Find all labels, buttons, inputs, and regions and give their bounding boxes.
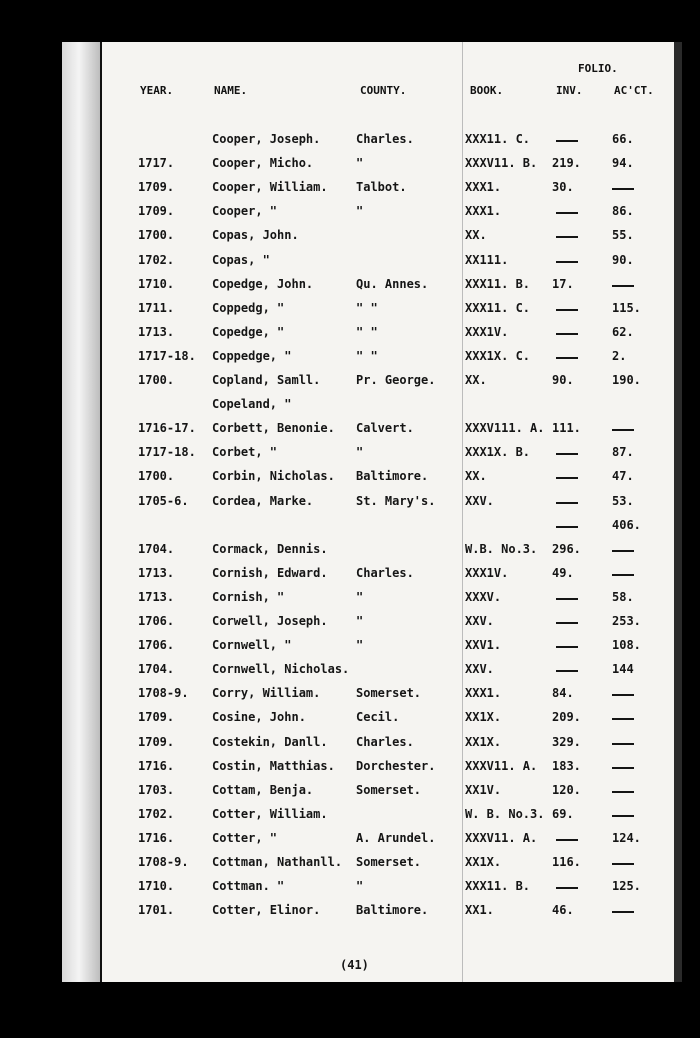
entry-year: 1716. bbox=[138, 831, 175, 845]
ledger-row bbox=[0, 903, 700, 925]
entry-book: XXX11. C. bbox=[465, 301, 531, 315]
entry-name: Cornish, " bbox=[212, 590, 285, 604]
entry-book: XXV. bbox=[465, 494, 494, 508]
entry-book: XXX1. bbox=[465, 180, 502, 194]
entry-acct: 2. bbox=[612, 349, 627, 363]
entry-acct-dash bbox=[612, 815, 634, 817]
county-header: COUNTY. bbox=[360, 84, 407, 97]
ledger-row bbox=[0, 204, 700, 226]
entry-acct: 94. bbox=[612, 156, 634, 170]
ledger-row bbox=[0, 277, 700, 299]
entry-year: 1708-9. bbox=[138, 686, 189, 700]
entry-county: " bbox=[356, 614, 364, 628]
entry-county: " " bbox=[356, 325, 378, 339]
entry-book: XX1X. bbox=[465, 735, 502, 749]
entry-name: Corry, William. bbox=[212, 686, 321, 700]
ledger-row bbox=[0, 132, 700, 154]
entry-county: " bbox=[356, 638, 364, 652]
entry-year: 1705-6. bbox=[138, 494, 189, 508]
entry-county: Somerset. bbox=[356, 855, 422, 869]
entry-inv: 183. bbox=[552, 759, 581, 773]
entry-name: Cormack, Dennis. bbox=[212, 542, 328, 556]
entry-acct: 144 bbox=[612, 662, 634, 676]
entry-name: Cornish, Edward. bbox=[212, 566, 328, 580]
entry-book: XX1X. bbox=[465, 710, 502, 724]
entry-inv: 209. bbox=[552, 710, 581, 724]
entry-book: XXX1. bbox=[465, 204, 502, 218]
book-header: BOOK. bbox=[470, 84, 504, 97]
entry-county: " bbox=[356, 156, 364, 170]
entry-inv: 116. bbox=[552, 855, 581, 869]
entry-book: XXX11. B. bbox=[465, 277, 531, 291]
entry-book: XX. bbox=[465, 228, 487, 242]
entry-inv-dash bbox=[556, 839, 578, 841]
entry-inv-dash bbox=[556, 502, 578, 504]
folio-header: FOLIO. bbox=[578, 62, 618, 75]
ledger-row bbox=[0, 397, 700, 419]
ledger-row bbox=[0, 253, 700, 275]
entry-year: 1713. bbox=[138, 566, 175, 580]
entry-year: 1709. bbox=[138, 180, 175, 194]
entry-inv: 296. bbox=[552, 542, 581, 556]
entry-name: Cordea, Marke. bbox=[212, 494, 314, 508]
entry-book: W.B. No.3. bbox=[465, 542, 538, 556]
entry-book: XXXV11. A. bbox=[465, 831, 538, 845]
entry-county: Dorchester. bbox=[356, 759, 436, 773]
ledger-row bbox=[0, 156, 700, 178]
entry-inv-dash bbox=[556, 140, 578, 142]
entry-county: Baltimore. bbox=[356, 903, 429, 917]
entry-inv-dash bbox=[556, 887, 578, 889]
entry-year: 1704. bbox=[138, 542, 175, 556]
entry-county: " bbox=[356, 590, 364, 604]
entry-name: Cotter, Elinor. bbox=[212, 903, 321, 917]
entry-name: Cooper, William. bbox=[212, 180, 328, 194]
entry-acct: 55. bbox=[612, 228, 634, 242]
entry-year: 1706. bbox=[138, 638, 175, 652]
ledger-row bbox=[0, 301, 700, 323]
entry-book: XXX1X. B. bbox=[465, 445, 531, 459]
ledger-row bbox=[0, 735, 700, 757]
entry-inv-dash bbox=[556, 333, 578, 335]
entry-acct: 253. bbox=[612, 614, 641, 628]
entry-book: XX1. bbox=[465, 903, 494, 917]
entry-year: 1700. bbox=[138, 228, 175, 242]
entry-book: XX. bbox=[465, 469, 487, 483]
entry-inv-dash bbox=[556, 598, 578, 600]
entry-name: Cosine, John. bbox=[212, 710, 306, 724]
year-header: YEAR. bbox=[140, 84, 174, 97]
entry-inv-dash bbox=[556, 526, 578, 528]
entry-acct-dash bbox=[612, 767, 634, 769]
entry-name: Copedge, " bbox=[212, 325, 285, 339]
ledger-row bbox=[0, 445, 700, 467]
entry-acct: 125. bbox=[612, 879, 641, 893]
entry-book: XXXV11. B. bbox=[465, 156, 538, 170]
inv-header: INV. bbox=[556, 84, 583, 97]
ledger-row bbox=[0, 759, 700, 781]
entry-acct: 90. bbox=[612, 253, 634, 267]
name-header: NAME. bbox=[214, 84, 248, 97]
entry-year: 1716. bbox=[138, 759, 175, 773]
entry-year: 1717-18. bbox=[138, 349, 196, 363]
entry-name: Copeland, " bbox=[212, 397, 292, 411]
entry-name: Cottam, Benja. bbox=[212, 783, 314, 797]
entry-name: Corbett, Benonie. bbox=[212, 421, 335, 435]
entry-county: Cecil. bbox=[356, 710, 400, 724]
entry-year: 1700. bbox=[138, 373, 175, 387]
entry-county: Somerset. bbox=[356, 686, 422, 700]
entry-book: XXX1V. bbox=[465, 325, 509, 339]
entry-acct-dash bbox=[612, 718, 634, 720]
entry-year: 1710. bbox=[138, 879, 175, 893]
entry-inv-dash bbox=[556, 453, 578, 455]
entry-acct: 190. bbox=[612, 373, 641, 387]
entry-name: Cotter, William. bbox=[212, 807, 328, 821]
entry-year: 1703. bbox=[138, 783, 175, 797]
entry-acct: 86. bbox=[612, 204, 634, 218]
entry-year: 1717. bbox=[138, 156, 175, 170]
entry-acct: 53. bbox=[612, 494, 634, 508]
entry-county: Somerset. bbox=[356, 783, 422, 797]
entry-book: XX1V. bbox=[465, 783, 502, 797]
entry-year: 1717-18. bbox=[138, 445, 196, 459]
entry-acct-dash bbox=[612, 911, 634, 913]
entry-year: 1711. bbox=[138, 301, 175, 315]
entry-name: Copas, " bbox=[212, 253, 270, 267]
entry-name: Costekin, Danll. bbox=[212, 735, 328, 749]
entry-year: 1708-9. bbox=[138, 855, 189, 869]
entry-county: " bbox=[356, 879, 364, 893]
entry-county: Qu. Annes. bbox=[356, 277, 429, 291]
entry-book: XXV. bbox=[465, 662, 494, 676]
entry-book: XXX1. bbox=[465, 686, 502, 700]
entry-name: Cornwell, " bbox=[212, 638, 292, 652]
ledger-row bbox=[0, 566, 700, 588]
ledger-row bbox=[0, 662, 700, 684]
entry-book: XXX11. B. bbox=[465, 879, 531, 893]
entry-book: XXV. bbox=[465, 614, 494, 628]
entry-year: 1702. bbox=[138, 807, 175, 821]
entry-inv: 329. bbox=[552, 735, 581, 749]
entry-county: Talbot. bbox=[356, 180, 407, 194]
ledger-row bbox=[0, 710, 700, 732]
entry-year: 1709. bbox=[138, 204, 175, 218]
page-number: (41) bbox=[340, 958, 369, 972]
entry-name: Costin, Matthias. bbox=[212, 759, 335, 773]
entry-county: " " bbox=[356, 301, 378, 315]
entry-inv: 17. bbox=[552, 277, 574, 291]
entry-acct-dash bbox=[612, 285, 634, 287]
entry-acct-dash bbox=[612, 574, 634, 576]
entry-name: Cottman, Nathanll. bbox=[212, 855, 343, 869]
entry-name: Cornwell, Nicholas. bbox=[212, 662, 350, 676]
entry-county: Charles. bbox=[356, 132, 414, 146]
entry-book: XXXV. bbox=[465, 590, 502, 604]
entry-inv-dash bbox=[556, 261, 578, 263]
ledger-row bbox=[0, 180, 700, 202]
ledger-row bbox=[0, 807, 700, 829]
ledger-row bbox=[0, 855, 700, 877]
entry-year: 1709. bbox=[138, 735, 175, 749]
entry-county: " bbox=[356, 204, 364, 218]
entry-name: Copland, Samll. bbox=[212, 373, 321, 387]
entry-county: A. Arundel. bbox=[356, 831, 436, 845]
entry-county: Charles. bbox=[356, 735, 414, 749]
entry-acct: 108. bbox=[612, 638, 641, 652]
entry-name: Cooper, Joseph. bbox=[212, 132, 321, 146]
entry-book: XX111. bbox=[465, 253, 509, 267]
entry-name: Corwell, Joseph. bbox=[212, 614, 328, 628]
ledger-row bbox=[0, 349, 700, 371]
ledger-row bbox=[0, 614, 700, 636]
entry-book: XXXV11. A. bbox=[465, 759, 538, 773]
entry-year: 1701. bbox=[138, 903, 175, 917]
entry-inv-dash bbox=[556, 309, 578, 311]
entry-name: Copas, John. bbox=[212, 228, 299, 242]
entry-year: 1713. bbox=[138, 325, 175, 339]
entry-acct-dash bbox=[612, 188, 634, 190]
entry-inv-dash bbox=[556, 670, 578, 672]
entry-acct: 62. bbox=[612, 325, 634, 339]
entry-county: " " bbox=[356, 349, 378, 363]
ledger-row bbox=[0, 421, 700, 443]
entry-inv: 84. bbox=[552, 686, 574, 700]
entry-name: Cottman. " bbox=[212, 879, 285, 893]
entry-inv-dash bbox=[556, 212, 578, 214]
ledger-row bbox=[0, 783, 700, 805]
entry-acct: 66. bbox=[612, 132, 634, 146]
entry-inv-dash bbox=[556, 357, 578, 359]
entry-inv-dash bbox=[556, 646, 578, 648]
entry-acct: 124. bbox=[612, 831, 641, 845]
entry-book: XX1X. bbox=[465, 855, 502, 869]
acct-header: AC'CT. bbox=[614, 84, 654, 97]
entry-book: W. B. No.3. bbox=[465, 807, 545, 821]
entry-year: 1706. bbox=[138, 614, 175, 628]
entry-acct: 87. bbox=[612, 445, 634, 459]
entry-name: Cotter, " bbox=[212, 831, 278, 845]
entry-name: Corbin, Nicholas. bbox=[212, 469, 335, 483]
entry-inv: 219. bbox=[552, 156, 581, 170]
entry-year: 1716-17. bbox=[138, 421, 196, 435]
entry-book: XXX1X. C. bbox=[465, 349, 531, 363]
entry-year: 1713. bbox=[138, 590, 175, 604]
ledger-row bbox=[0, 373, 700, 395]
entry-name: Coppedge, " bbox=[212, 349, 292, 363]
ledger-row bbox=[0, 518, 700, 540]
entry-inv: 49. bbox=[552, 566, 574, 580]
entry-acct: 115. bbox=[612, 301, 641, 315]
entry-book: XX. bbox=[465, 373, 487, 387]
entry-inv: 120. bbox=[552, 783, 581, 797]
entry-book: XXX1V. bbox=[465, 566, 509, 580]
entry-inv-dash bbox=[556, 622, 578, 624]
entry-county: Charles. bbox=[356, 566, 414, 580]
entry-acct-dash bbox=[612, 743, 634, 745]
entry-inv: 69. bbox=[552, 807, 574, 821]
entry-acct-dash bbox=[612, 694, 634, 696]
entry-name: Cooper, Micho. bbox=[212, 156, 314, 170]
entry-name: Coppedg, " bbox=[212, 301, 285, 315]
ledger-row bbox=[0, 831, 700, 853]
entry-acct: 406. bbox=[612, 518, 641, 532]
entry-acct: 58. bbox=[612, 590, 634, 604]
entry-year: 1702. bbox=[138, 253, 175, 267]
entry-county: Calvert. bbox=[356, 421, 414, 435]
entry-acct-dash bbox=[612, 550, 634, 552]
entry-acct-dash bbox=[612, 863, 634, 865]
ledger-row bbox=[0, 686, 700, 708]
entry-county: Pr. George. bbox=[356, 373, 436, 387]
entry-year: 1710. bbox=[138, 277, 175, 291]
ledger-row bbox=[0, 542, 700, 564]
entry-inv-dash bbox=[556, 477, 578, 479]
entry-acct: 47. bbox=[612, 469, 634, 483]
entry-county: " bbox=[356, 445, 364, 459]
entry-inv: 90. bbox=[552, 373, 574, 387]
entry-book: XXXV111. A. bbox=[465, 421, 545, 435]
ledger-row bbox=[0, 325, 700, 347]
ledger-row bbox=[0, 228, 700, 250]
entry-name: Cooper, " bbox=[212, 204, 278, 218]
entry-inv: 46. bbox=[552, 903, 574, 917]
ledger-row bbox=[0, 638, 700, 660]
ledger-row bbox=[0, 879, 700, 901]
entry-name: Copedge, John. bbox=[212, 277, 314, 291]
ledger-row bbox=[0, 469, 700, 491]
entry-name: Corbet, " bbox=[212, 445, 278, 459]
entry-inv: 111. bbox=[552, 421, 581, 435]
entry-year: 1709. bbox=[138, 710, 175, 724]
ledger-row bbox=[0, 590, 700, 612]
entry-acct-dash bbox=[612, 429, 634, 431]
entry-book: XXX11. C. bbox=[465, 132, 531, 146]
ledger-row bbox=[0, 494, 700, 516]
entry-inv: 30. bbox=[552, 180, 574, 194]
entry-county: St. Mary's. bbox=[356, 494, 436, 508]
entry-year: 1700. bbox=[138, 469, 175, 483]
entry-county: Baltimore. bbox=[356, 469, 429, 483]
entry-inv-dash bbox=[556, 236, 578, 238]
entry-book: XXV1. bbox=[465, 638, 502, 652]
entry-acct-dash bbox=[612, 791, 634, 793]
entry-year: 1704. bbox=[138, 662, 175, 676]
